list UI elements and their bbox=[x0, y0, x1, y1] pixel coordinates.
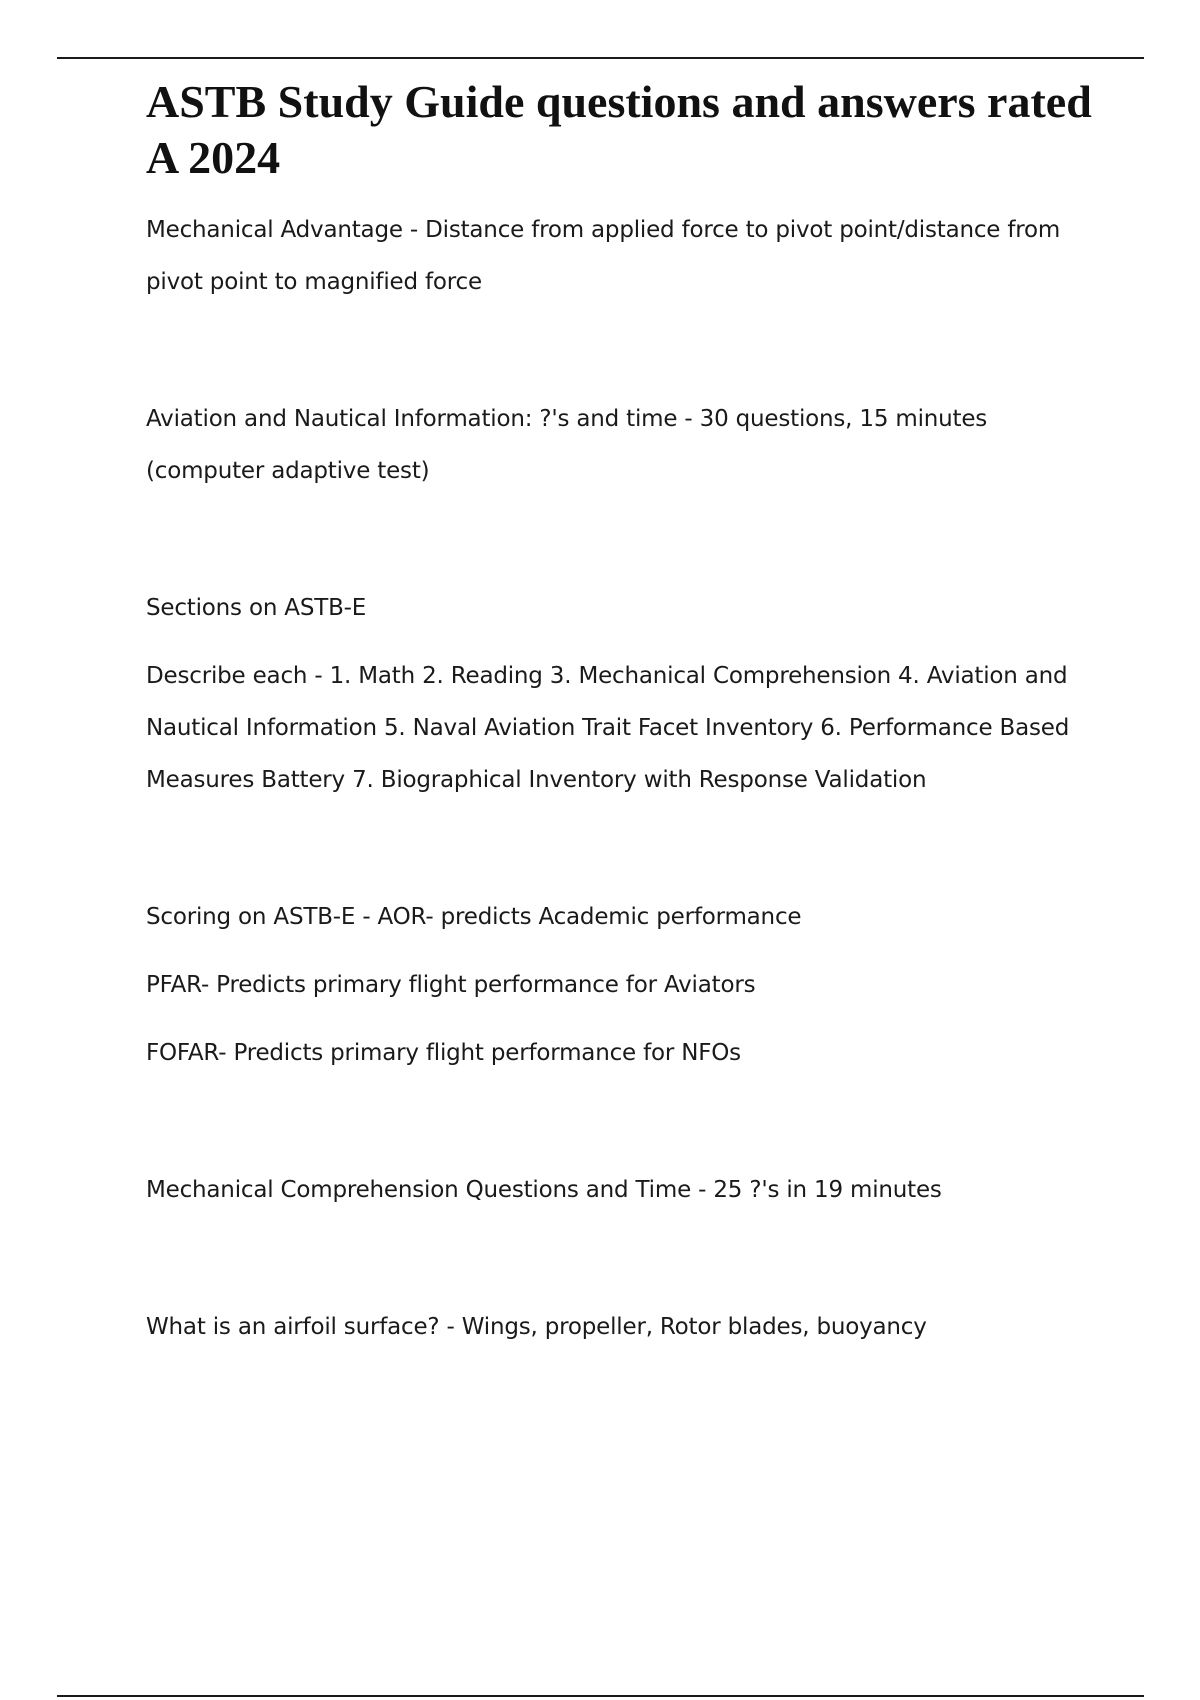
entry-mechanical-advantage: Mechanical Advantage - Distance from applied force to pivot point/distance from pivot point to magnified force bbox=[146, 217, 1061, 295]
entry-aviation-nautical-time: Aviation and Nautical Information: ?'s and time - 30 questions, 15 minutes (computer adaptive test) bbox=[146, 406, 988, 484]
bottom-rule bbox=[57, 1695, 1144, 1697]
entry-mechanical-comprehension-time: Mechanical Comprehension Questions and Time - 25 ?'s in 19 minutes bbox=[146, 1177, 942, 1203]
entry-fofar: FOFAR- Predicts primary flight performance for NFOs bbox=[146, 1040, 741, 1066]
top-rule bbox=[57, 57, 1144, 59]
document-body bbox=[146, 74, 1096, 1353]
entry-pfar: PFAR- Predicts primary flight performance for Aviators bbox=[146, 972, 756, 998]
entry-sections-astb-e: Sections on ASTB-E bbox=[146, 595, 367, 621]
entry-describe-each: Describe each - 1. Math 2. Reading 3. Mechanical Comprehension 4. Aviation and Nautical Information 5. Naval Aviation Trait Facet Inventory 6. Performance Based Measures Battery 7. Biographical Inventory with Response Validation bbox=[146, 663, 1070, 793]
document-title: ASTB Study Guide questions and answers rated A 2024 bbox=[146, 76, 1092, 183]
entry-airfoil-surface: What is an airfoil surface? - Wings, propeller, Rotor blades, buoyancy bbox=[146, 1314, 927, 1340]
entry-scoring-astb-e: Scoring on ASTB-E - AOR- predicts Academic performance bbox=[146, 904, 802, 930]
